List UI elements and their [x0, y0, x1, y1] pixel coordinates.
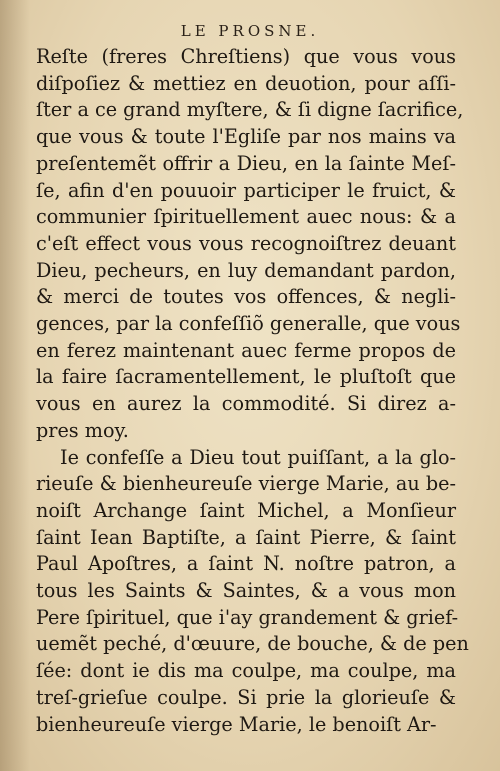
text-line: gences, par la confeſſiõ generalle, que vous [36, 312, 461, 336]
text-line: preſentemẽt offrir a Dieu, en la ſainte Meſ- [36, 151, 456, 175]
text-line: & merci de toutes vos offences, & negli- [36, 285, 456, 309]
text-line: Paul Apoſtres, a ſaint N. noſtre patron, a [36, 552, 456, 576]
text-line: Dieu, pecheurs, en luy demandant pardon, [36, 258, 456, 282]
text-line: ſaint Iean Baptiſte, a ſaint Pierre, & ſaint [36, 525, 456, 549]
text-line: ſée: dont ie dis ma coulpe, ma coulpe, ma [36, 659, 456, 683]
text-line: vous en aurez la commodité. Si direz a- [36, 392, 456, 416]
text-line: treſ-grieſue coulpe. Si prie la glorieuſe & [36, 685, 456, 709]
body-text [36, 44, 469, 738]
text-line: c'eſt effect vous vous recognoiſtrez deuant [36, 231, 456, 255]
text-line: ſter a ce grand myſtere, & ſi digne ſacrifice, [36, 98, 464, 122]
text-line: communier ſpirituellement auec nous: & a [36, 205, 456, 229]
text-line: ſe, afin d'en pouuoir participer le fruict, & [36, 178, 456, 202]
text-line: en ferez maintenant auec ferme propos de [36, 338, 456, 362]
text-line: bienheureuſe vierge Marie, le benoiſt Ar- [36, 712, 437, 736]
text-line: la faire ſacramentellement, le pluſtoſt que [36, 365, 456, 389]
text-line: tous les Saints & Saintes, & a vous mon [36, 579, 456, 603]
text-line: Pere ſpirituel, que i'ay grandement & grief- [36, 605, 459, 629]
text-line: que vous & toute l'Egliſe par nos mains va [36, 125, 456, 149]
text-line: diſpoſiez & mettiez en deuotion, pour aſſi- [36, 71, 456, 95]
text-line: Ie confeſſe a Dieu tout puiſſant, a la glo- [60, 445, 456, 469]
text-line: Reſte (freres Chreſtiens) que vous vous [36, 45, 456, 68]
text-line: uemẽt peché, d'œuure, de bouche, & de pen [36, 632, 469, 656]
text-line: rieuſe & bienheureuſe vierge Marie, au be- [36, 472, 456, 496]
text-line: pres moy. [36, 418, 129, 442]
gutter-shadow [0, 0, 30, 771]
running-head: LE PROSNE. [180, 22, 320, 40]
text-line: noiſt Archange ſaint Michel, a Monſieur [36, 498, 456, 522]
